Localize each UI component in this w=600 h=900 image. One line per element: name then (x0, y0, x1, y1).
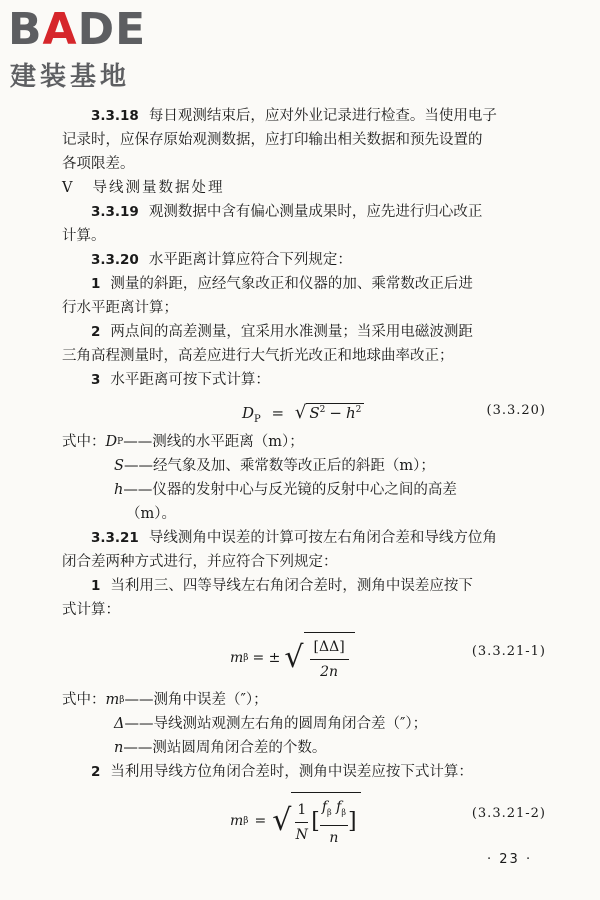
logo-letters-de: DE (77, 4, 147, 55)
where-row-cont (62, 502, 552, 526)
numerator-sub: β (327, 807, 332, 817)
symbol-desc: ——测角中误差（″）； (124, 692, 268, 708)
where-row (62, 736, 552, 760)
item-text: 水平距离可按下式计算： (110, 372, 270, 388)
formula-expression (242, 398, 364, 432)
where-row (62, 430, 552, 454)
formula-expression (230, 792, 361, 850)
symbol-desc: ——导线测站观测左右角的圆周角闭合差（″）； (124, 716, 428, 732)
symbol-sub: P (117, 437, 124, 447)
where-row (62, 454, 552, 478)
item-text-cont: 行水平距离计算； (62, 300, 178, 316)
logo-letter-b: B (8, 4, 43, 55)
clause-text: 导线测角中误差的计算可按左右角闭合差和导线方位角 (148, 530, 497, 546)
sqrt-sign: √ (294, 402, 307, 423)
item-text: 两点间的高差测量，宜采用水准测量；当采用电磁波测距 (110, 324, 473, 340)
fraction-1-over-n (295, 798, 308, 847)
sqrt-sign: √ (284, 640, 304, 675)
formula-3-3-20 (62, 396, 552, 426)
formula-equals: = (254, 812, 267, 829)
section-heading (62, 176, 552, 200)
list-item (62, 368, 552, 392)
symbol-sub: β (119, 695, 125, 705)
symbol: S (114, 458, 124, 474)
formula-lhs: m (230, 812, 244, 829)
list-item (62, 272, 552, 296)
clause-number: 3.3.19 (91, 204, 139, 220)
symbol: m (105, 692, 120, 708)
clause-text-cont: 各项限差。 (62, 156, 135, 172)
where-row (62, 688, 552, 712)
symbol-desc: ——经气象及加、乘常数等改正后的斜距（m）； (123, 458, 435, 474)
numerator: 1 (295, 798, 308, 823)
radicand-a: S (309, 404, 320, 422)
symbol: n (114, 740, 124, 756)
item-text-cont: 式计算： (62, 602, 120, 618)
logo-wordmark (8, 4, 147, 55)
right-bracket: ] (347, 809, 357, 835)
fraction-fb-over-n (320, 795, 348, 850)
denominator: N (295, 826, 308, 843)
symbol: D (105, 434, 118, 450)
numerator (320, 795, 348, 826)
equation-number: (3.3.20) (486, 403, 546, 418)
where-list (62, 430, 552, 526)
symbol-desc: ——测线的水平距离（m）； (123, 434, 304, 450)
clause-number: 3.3.18 (91, 108, 139, 124)
where-lead: 式中： (62, 434, 106, 450)
denominator: n (329, 829, 339, 846)
numerator-f2: f (336, 799, 342, 815)
formula-3-3-21-1 (62, 626, 552, 684)
logo-subtitle: 建装基地 (10, 62, 131, 92)
clause-3-3-20 (62, 248, 552, 272)
clause-number: 3.3.20 (91, 252, 139, 268)
formula-3-3-21-2 (62, 788, 552, 846)
where-lead: 式中： (62, 692, 106, 708)
item-text: 当利用三、四等导线左右角闭合差时，测角中误差应按下 (110, 578, 473, 594)
sqrt-sign: √ (272, 802, 292, 838)
numerator-sub: β (341, 807, 346, 817)
clause-text-cont: 闭合差两种方式进行，并应符合下列规定： (62, 554, 338, 570)
formula-lhs-sub: P (254, 414, 261, 425)
radicand-b: h (345, 404, 356, 422)
document-body (62, 104, 552, 850)
symbol-desc: ——仪器的发射中心与反光镜的反射中心之间的高差 (123, 482, 457, 498)
item-number: 2 (91, 764, 101, 780)
section-title: 导线测量数据处理 (92, 180, 225, 196)
brand-logo (8, 4, 208, 92)
item-number: 1 (91, 276, 101, 292)
left-bracket: [ (311, 809, 320, 835)
item-text: 当利用导线方位角闭合差时，测角中误差应按下式计算： (110, 764, 473, 780)
where-list (62, 688, 552, 760)
clause-3-3-19 (62, 200, 552, 224)
symbol: h (114, 482, 124, 498)
clause-text: 观测数据中含有偏心测量成果时，应先进行归心改正 (148, 204, 483, 220)
formula-equals: = (271, 404, 285, 422)
where-row (62, 712, 552, 736)
clause-text: 每日观测结束后，应对外业记录进行检查。当使用电子 (148, 108, 497, 124)
symbol: Δ (114, 716, 125, 732)
clause-text: 水平距离计算应符合下列规定： (148, 252, 352, 268)
numerator-f1: f (321, 799, 328, 815)
list-item (62, 320, 552, 344)
item-number: 3 (91, 372, 101, 388)
section-number: V (62, 180, 75, 196)
symbol-desc: ——测站圆周角闭合差的个数。 (123, 740, 327, 756)
clause-3-3-21 (62, 526, 552, 550)
equation-number: (3.3.21-1) (471, 644, 546, 659)
item-text-cont: 三角高程测量时，高差应进行大气折光改正和地球曲率改正； (62, 348, 454, 364)
symbol-desc-cont: （m）。 (126, 506, 176, 522)
formula-lhs: m (230, 650, 244, 666)
radicand: $S^2 - h^2$ (306, 403, 364, 422)
formula-lhs: D (242, 404, 255, 422)
item-number: 1 (91, 578, 101, 594)
formula-expression (230, 632, 355, 684)
equation-number: (3.3.21-2) (471, 806, 546, 821)
formula-lhs-sub: β (243, 815, 249, 826)
formula-equals: = ± (252, 650, 281, 666)
clause-3-3-18 (62, 104, 552, 128)
where-row (62, 478, 552, 502)
fraction (304, 632, 355, 684)
item-text: 测量的斜距，应经气象改正和仪器的加、乘常数改正后进 (110, 276, 473, 292)
clause-text-cont: 计算。 (62, 228, 106, 244)
formula-lhs-sub: β (243, 653, 249, 663)
minus-sign: − (329, 404, 342, 422)
logo-letter-a: A (42, 4, 78, 55)
page-number: · 23 · (487, 852, 533, 867)
numerator: [ΔΔ] (310, 635, 349, 660)
radicand (291, 792, 360, 850)
denominator: 2n (320, 664, 339, 680)
list-item (62, 760, 552, 784)
clause-number: 3.3.21 (91, 530, 139, 546)
item-number: 2 (91, 324, 101, 340)
clause-text-cont: 记录时，应保存原始观测数据，应打印输出相关数据和预先设置的 (62, 132, 483, 148)
list-item (62, 574, 552, 598)
